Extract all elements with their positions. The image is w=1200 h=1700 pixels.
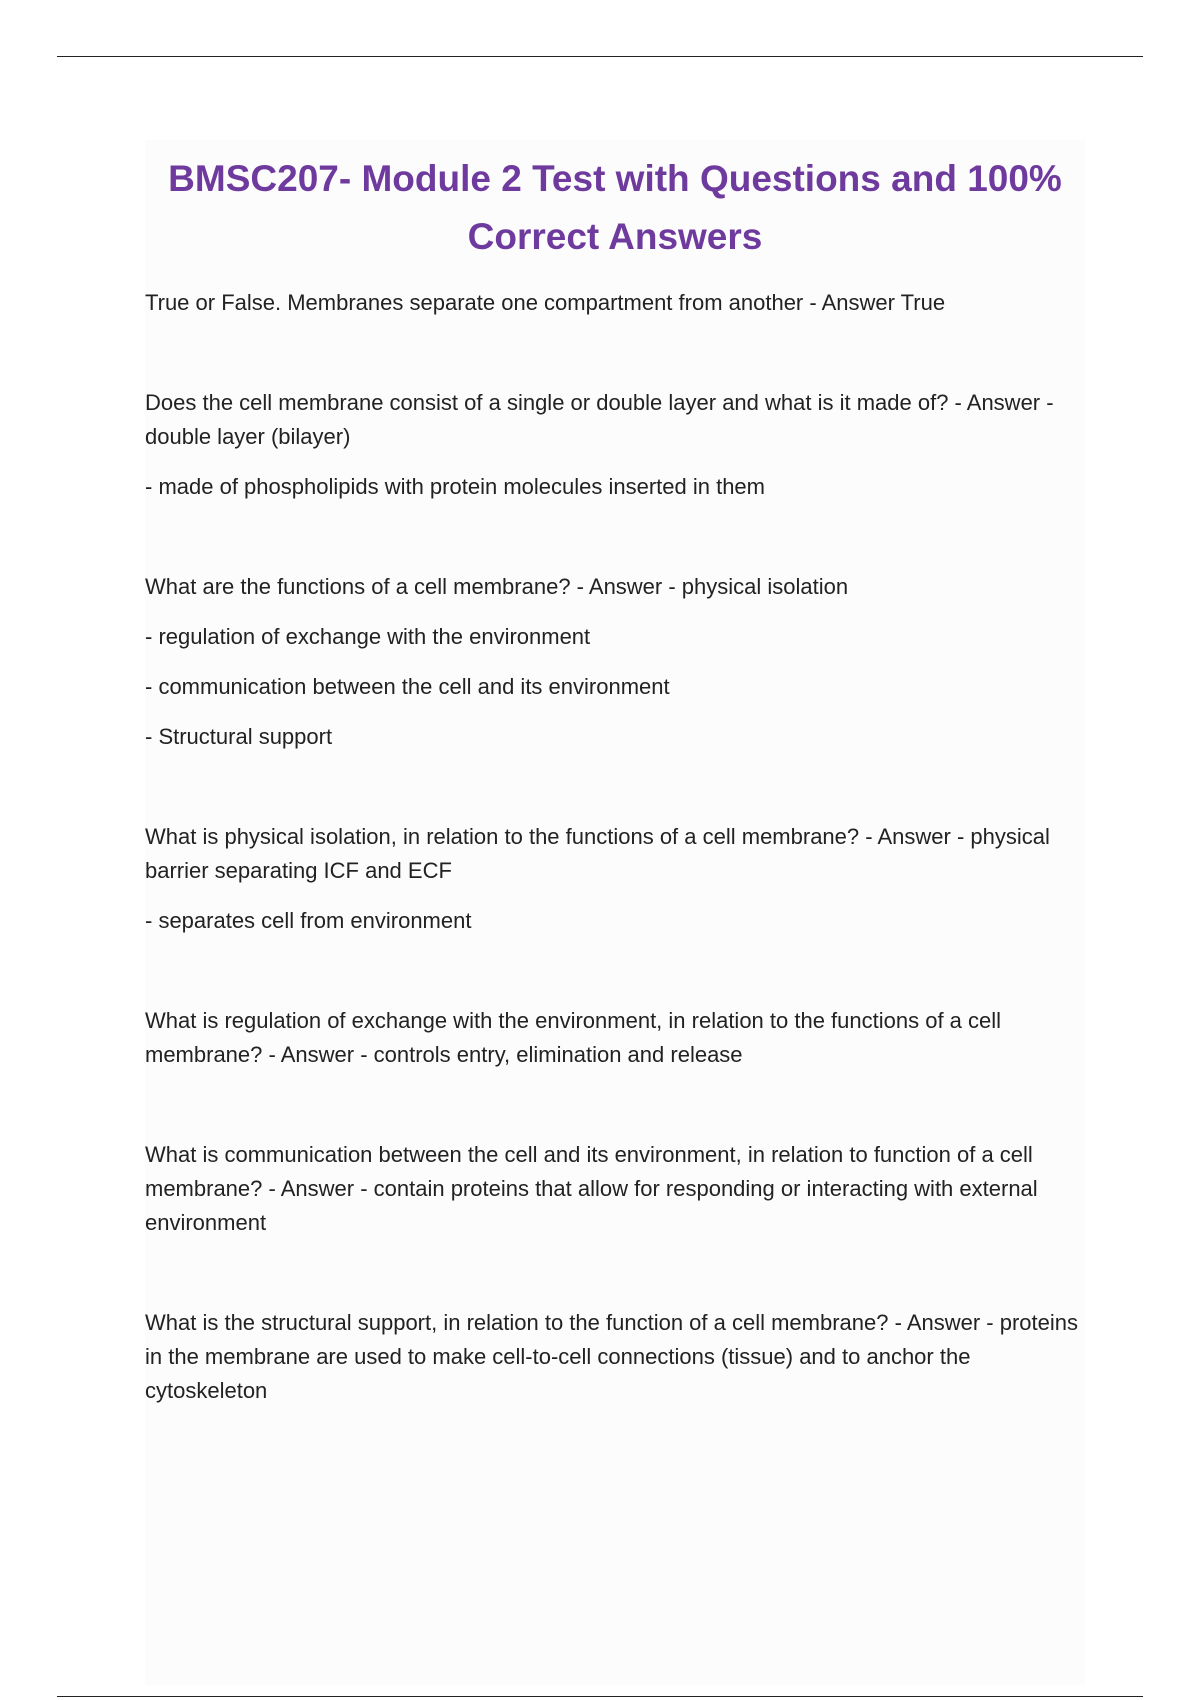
qa-item [145, 1138, 1085, 1240]
document-title: BMSC207- Module 2 Test with Questions and 100% Correct Answers [168, 158, 1062, 257]
footer-rule [57, 1696, 1143, 1697]
qa-paragraph: What is the structural support, in relation to the function of a cell membrane? - Answer - proteins in the membrane are used to make cell-to-cell connections (tissue) and to anchor the cytoskeleton [145, 1310, 1079, 1403]
qa-item [145, 570, 1085, 754]
qa-list [145, 286, 1085, 1408]
qa-paragraph: - communication between the cell and its environment [145, 674, 670, 699]
qa-paragraph: Does the cell membrane consist of a single or double layer and what is it made of? - Answer - double layer (bilayer) [145, 390, 1054, 449]
qa-item [145, 1004, 1085, 1072]
qa-paragraph: What is physical isolation, in relation to the functions of a cell membrane? - Answer - physical barrier separating ICF and ECF [145, 824, 1050, 883]
qa-paragraph: - regulation of exchange with the environment [145, 624, 591, 649]
qa-item [145, 286, 1085, 320]
qa-paragraph: - Structural support [145, 724, 333, 749]
qa-paragraph: - separates cell from environment [145, 908, 472, 933]
qa-paragraph: What is communication between the cell and its environment, in relation to function of a cell membrane? - Answer - contain proteins that allow for responding or interacting with external environment [145, 1142, 1038, 1235]
header-rule [57, 56, 1143, 57]
qa-paragraph: - made of phospholipids with protein molecules inserted in them [145, 474, 765, 499]
qa-item [145, 1306, 1085, 1408]
qa-paragraph: What are the functions of a cell membrane? - Answer - physical isolation [145, 574, 849, 599]
qa-paragraph: What is regulation of exchange with the environment, in relation to the functions of a cell membrane? - Answer - controls entry, elimination and release [145, 1008, 1002, 1067]
page-content [145, 140, 1085, 1685]
qa-paragraph: True or False. Membranes separate one compartment from another - Answer True [145, 290, 946, 315]
qa-item [145, 386, 1085, 504]
qa-item [145, 820, 1085, 938]
